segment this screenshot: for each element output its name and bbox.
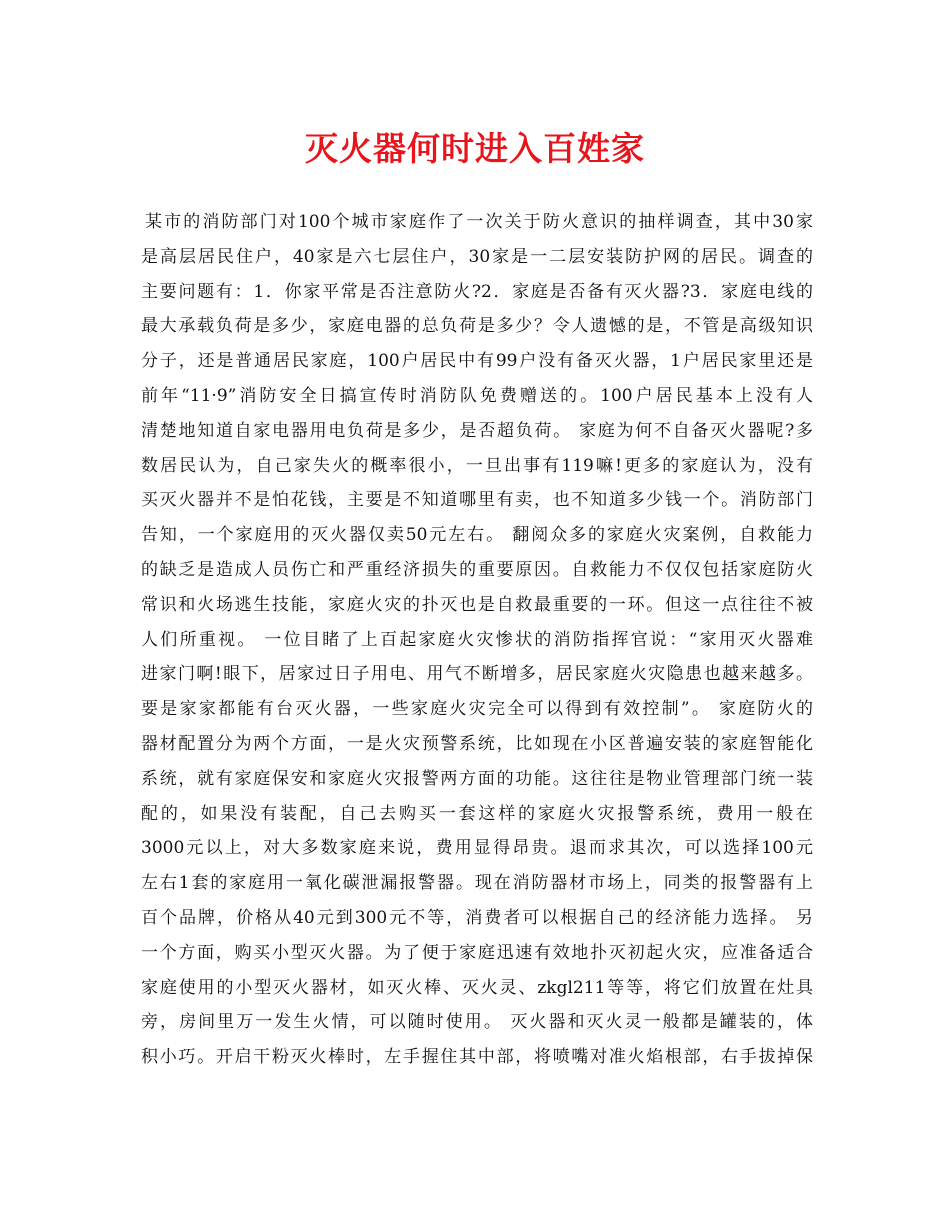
- text-line: 积小巧。开启干粉灭火棒时，左手握住其中部，将喷嘴对准火焰根部，右手拔掉保: [141, 1047, 813, 1068]
- text-line: 家庭使用的小型灭火器材，如灭火棒、灭火灵、zkgl211等等，将它们放置在灶具: [141, 977, 813, 998]
- text-line: 器材配置分为两个方面，一是火灾预警系统，比如现在小区普遍安装的家庭智能化: [141, 733, 813, 754]
- text-line: 分子，还是普通居民家庭，100户居民中有99户没有备灭火器，1户居民家里还是: [141, 351, 813, 372]
- text-line: 前年“11·9”消防安全日搞宣传时消防队免费赠送的。100户居民基本上没有人: [141, 385, 813, 406]
- text-line: 一个方面，购买小型灭火器。为了便于家庭迅速有效地扑灭初起火灾，应准备适合: [141, 942, 813, 963]
- text-line: 左右1套的家庭用一氧化碳泄漏报警器。现在消防器材市场上，同类的报警器有上: [141, 873, 813, 894]
- text-line: 是高层居民住户，40家是六七层住户，30家是一二层安装防护网的居民。调查的: [141, 246, 813, 267]
- text-line: 进家门啊!眼下，居家过日子用电、用气不断增多，居民家庭火灾隐患也越来越多。: [141, 664, 813, 685]
- text-line: 人们所重视。 一位目睹了上百起家庭火灾惨状的消防指挥官说：“家用灭火器难: [141, 629, 813, 650]
- text-line: 要是家家都能有台灭火器，一些家庭火灾完全可以得到有效控制”。 家庭防火的: [141, 699, 813, 720]
- article-body: [141, 205, 813, 1075]
- text-line: 3000元以上，对大多数家庭来说，费用显得昂贵。退而求其次，可以选择100元: [141, 838, 813, 859]
- text-line: 清楚地知道自家电器用电负荷是多少，是否超负荷。 家庭为何不自备灭火器呢?多: [141, 420, 813, 441]
- text-line: 百个品牌，价格从40元到300元不等，消费者可以根据自己的经济能力选择。 另: [141, 907, 813, 928]
- document-title: 灭火器何时进入百姓家: [305, 129, 645, 168]
- text-line: 告知，一个家庭用的灭火器仅卖50元左右。 翻阅众多的家庭火灾案例，自救能力: [141, 525, 813, 546]
- text-line: 常识和火场逃生技能，家庭火灾的扑灭也是自救最重要的一环。但这一点往往不被: [141, 594, 813, 615]
- text-line: 配的，如果没有装配，自己去购买一套这样的家庭火灾报警系统，费用一般在: [141, 803, 813, 824]
- text-line: 系统，就有家庭保安和家庭火灾报警两方面的功能。这往往是物业管理部门统一装: [141, 768, 813, 789]
- text-line: 的缺乏是造成人员伤亡和严重经济损失的重要原因。自救能力不仅仅包括家庭防火: [141, 559, 813, 580]
- text-line: 旁，房间里万一发生火情，可以随时使用。 灭火器和灭火灵一般都是罐装的，体: [141, 1012, 813, 1033]
- text-line: 主要问题有：1．你家平常是否注意防火?2．家庭是否备有灭火器?3．家庭电线的: [141, 281, 813, 302]
- text-line: 某市的消防部门对100个城市家庭作了一次关于防火意识的抽样调查，其中30家: [145, 212, 813, 232]
- text-line: 数居民认为，自己家失火的概率很小，一旦出事有119嘛!更多的家庭认为，没有: [141, 455, 813, 476]
- text-line: 买灭火器并不是怕花钱，主要是不知道哪里有卖，也不知道多少钱一个。消防部门: [141, 490, 813, 511]
- text-line: 最大承载负荷是多少，家庭电器的总负荷是多少？令人遗憾的是，不管是高级知识: [141, 316, 813, 337]
